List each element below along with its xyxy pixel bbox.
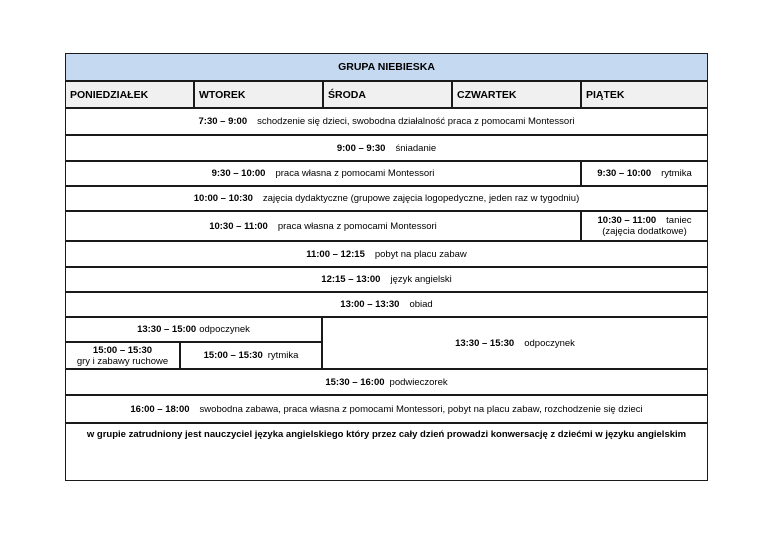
row-activity: swobodna zabawa, praca własna z pomocami Montessori, pobyt na placu zabaw, rozchodzenie się dzieci — [199, 403, 643, 415]
row-time: 13:30 – 15:30 — [455, 337, 515, 349]
row-activity: taniec — [666, 215, 692, 226]
row-time: 15:30 – 16:00 — [325, 376, 385, 388]
row-0930 — [65, 161, 581, 186]
row-activity: śniadanie — [395, 142, 437, 154]
row-activity: pobyt na placu zabaw — [374, 248, 467, 260]
day-wednesday: ŚRODA — [323, 81, 452, 108]
row-1300 — [65, 292, 708, 317]
row-activity: odpoczynek — [199, 324, 250, 335]
day-monday: PONIEDZIAŁEK — [65, 81, 194, 108]
row-1530 — [65, 369, 708, 395]
row-time: 7:30 – 9:00 — [198, 116, 248, 127]
row-activity: rytmika — [267, 350, 299, 361]
row-time: 10:00 – 10:30 — [193, 193, 253, 204]
row-0900 — [65, 135, 708, 161]
row-1100 — [65, 241, 708, 267]
day-tuesday: WTOREK — [194, 81, 323, 108]
row-1000 — [65, 186, 708, 211]
staff-note: w grupie zatrudniony jest nauczyciel języka angielskiego który przez cały dzień prowadzi konwersację z dziećmi w języku angielskim — [65, 423, 708, 481]
row-time: 12:15 – 13:00 — [321, 274, 381, 285]
row-activity: gry i zabawy ruchowe — [76, 355, 169, 367]
tuesday-1500 — [180, 342, 322, 369]
friday-0930 — [581, 161, 708, 186]
row-activity: praca własna z pomocami Montessori — [275, 168, 435, 179]
row-activity: odpoczynek — [524, 337, 575, 349]
row-time: 10:30 – 11:00 — [209, 220, 268, 232]
day-thursday: CZWARTEK — [452, 81, 581, 108]
row-activity: język angielski — [390, 274, 452, 285]
row-activity-note: (zajęcia dodatkowe) — [602, 226, 687, 237]
monday-1500 — [65, 342, 180, 369]
row-time: 9:30 – 10:00 — [597, 168, 652, 179]
row-time: 13:30 – 15:00 — [137, 324, 197, 335]
row-1030 — [65, 211, 581, 241]
row-1600 — [65, 395, 708, 423]
row-time: 9:30 – 10:00 — [211, 168, 266, 179]
row-time: 11:00 – 12:15 — [306, 248, 365, 260]
row-activity: schodzenie się dzieci, swobodna działalność praca z pomocami Montessori — [257, 116, 575, 127]
row-1330-mon-tue — [65, 317, 322, 342]
row-time: 10:30 – 11:00 — [597, 215, 657, 226]
row-activity: podwieczorek — [389, 376, 448, 388]
friday-1030 — [581, 211, 708, 241]
row-activity: obiad — [409, 299, 433, 310]
row-0730 — [65, 108, 708, 135]
schedule-table — [65, 53, 708, 481]
row-activity: zajęcia dydaktyczne (grupowe zajęcia logopedyczne, jeden raz w tygodniu) — [262, 193, 580, 204]
row-time: 9:00 – 9:30 — [336, 142, 386, 154]
row-1330-wed-fri — [322, 317, 708, 369]
row-activity: rytmika — [661, 168, 692, 179]
row-time: 15:00 – 15:30 — [92, 344, 153, 356]
row-time: 16:00 – 18:00 — [130, 403, 190, 415]
row-activity: praca własna z pomocami Montessori — [277, 220, 437, 232]
day-friday: PIĄTEK — [581, 81, 708, 108]
row-1215 — [65, 267, 708, 292]
row-time: 15:00 – 15:30 — [203, 350, 263, 361]
row-time: 13:00 – 13:30 — [340, 299, 400, 310]
table-title: GRUPA NIEBIESKA — [65, 53, 708, 81]
